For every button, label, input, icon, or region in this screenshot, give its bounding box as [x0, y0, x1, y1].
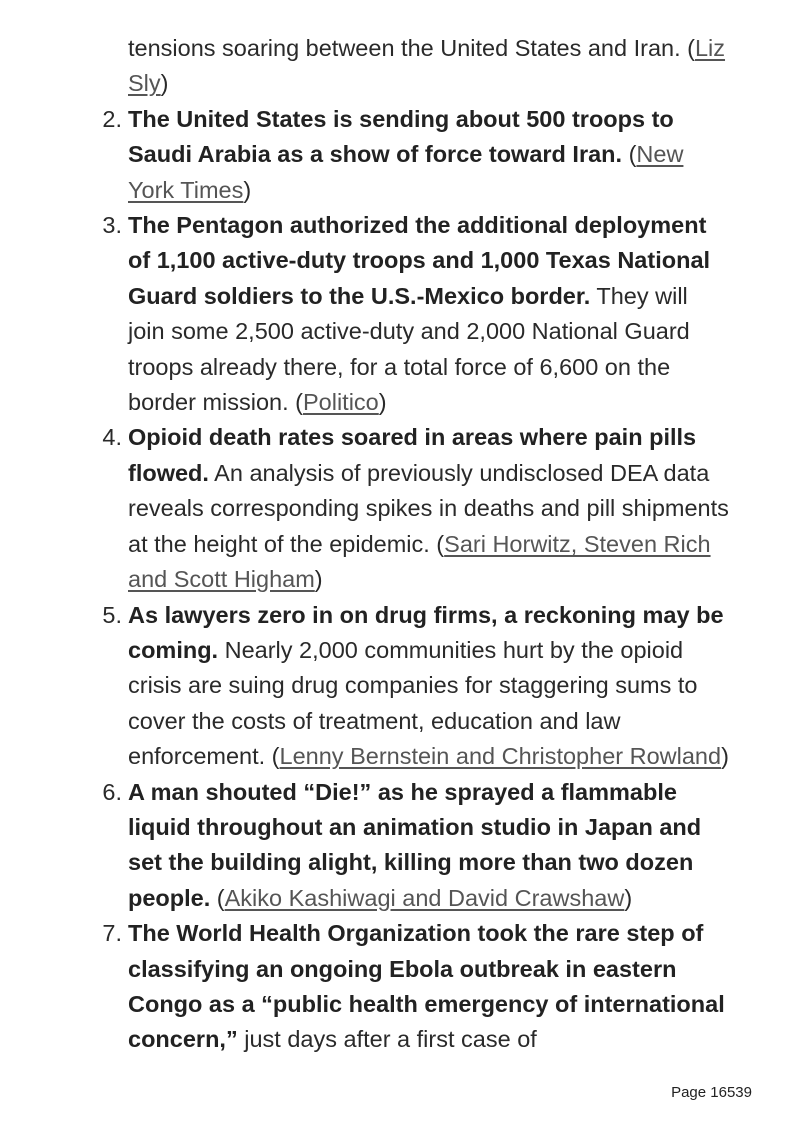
item-number: 3. — [102, 212, 122, 239]
item-headline: A man shouted “Die!” as he sprayed a flammable liquid throughout an animation studio in Japan and set the building alight, killing more than two dozen people. — [128, 778, 702, 911]
source-link[interactable]: Politico — [303, 389, 379, 416]
item-headline: Opioid death rates soared in areas where pain pills flowed. — [128, 424, 697, 486]
list-item: 2. The United States is sending about 500 troops to Saudi Arabia as a show of force toward Iran. (New York Times) — [90, 102, 730, 208]
source-link[interactable]: Lenny Bernstein and Christopher Rowland — [279, 743, 722, 770]
item-text: just days after a first case of — [237, 1026, 537, 1053]
source-link[interactable]: Liz Sly — [128, 35, 726, 97]
item-headline: As lawyers zero in on drug firms, a reckoning may be coming. — [128, 601, 724, 663]
list-item: 5. As lawyers zero in on drug firms, a reckoning may be coming. Nearly 2,000 communities hurt by the opioid crisis are suing drug companies for staggering sums to cover the costs of treatment, education and law enforcement. (Lenny Bernstein and Christopher Rowland) — [90, 598, 730, 775]
item-number: 2. — [102, 105, 122, 132]
item-text: tensions soaring between the United States and Iran. ( — [128, 35, 695, 61]
source-link[interactable]: New York Times — [128, 141, 684, 203]
item-headline: The World Health Organization took the rare step of classifying an ongoing Ebola outbreak in eastern Congo as a “public health emergency of international concern,” — [128, 920, 725, 1053]
item-text: Nearly 2,000 communities hurt by the opioid crisis are suing drug companies for staggering sums to cover the costs of treatment, education and law enforcement. ( — [128, 636, 698, 770]
item-headline: The Pentagon authorized the additional deployment of 1,100 active-duty troops and 1,000 Texas National Guard soldiers to the U.S.-Mexico border. — [128, 212, 711, 309]
item-text: They will join some 2,500 active-duty and 2,000 National Guard troops already there, for a total force of 6,600 on the border mission. ( — [128, 282, 690, 416]
list-item: 6. A man shouted “Die!” as he sprayed a flammable liquid throughout an animation studio in Japan and set the building alight, killing more than two dozen people. (Akiko Kashiwagi and David Crawshaw) — [90, 775, 730, 917]
list-item: 4. Opioid death rates soared in areas where pain pills flowed. An analysis of previously undisclosed DEA data reveals corresponding spikes in deaths and pill shipments at the height of the epidemic. (Sari Horwitz, Steven Rich and Scott Higham) — [90, 420, 730, 597]
item-headline: The United States is sending about 500 troops to Saudi Arabia as a show of force toward Iran. — [128, 105, 674, 168]
list-item — [90, 916, 730, 1058]
page-number: Page 16539 — [671, 1084, 752, 1101]
list-item: tensions soaring between the United States and Iran. (Liz Sly) — [128, 35, 726, 97]
item-text: ( — [622, 141, 637, 168]
news-list — [90, 31, 730, 1083]
item-number: 5. — [102, 601, 122, 628]
item-text: ( — [210, 884, 225, 911]
item-text: An analysis of previously undisclosed DEA data reveals corresponding spikes in deaths and pill shipments at the height of the epidemic. ( — [128, 459, 729, 557]
source-link[interactable]: Akiko Kashiwagi and David Crawshaw — [224, 884, 625, 911]
list-item: 3. The Pentagon authorized the additional deployment of 1,100 active-duty troops and 1,000 Texas National Guard soldiers to the U.S.-Mexico border. They will join some 2,500 active-duty and 2,000 National Guard troops already there, for a total force of 6,600 on the border mission. (Politico) — [90, 208, 730, 420]
item-number: 7. — [102, 920, 122, 947]
item-number: 6. — [102, 778, 122, 805]
source-link[interactable]: Sari Horwitz, Steven Rich and Scott Higham — [128, 530, 711, 593]
item-number: 4. — [102, 424, 122, 451]
